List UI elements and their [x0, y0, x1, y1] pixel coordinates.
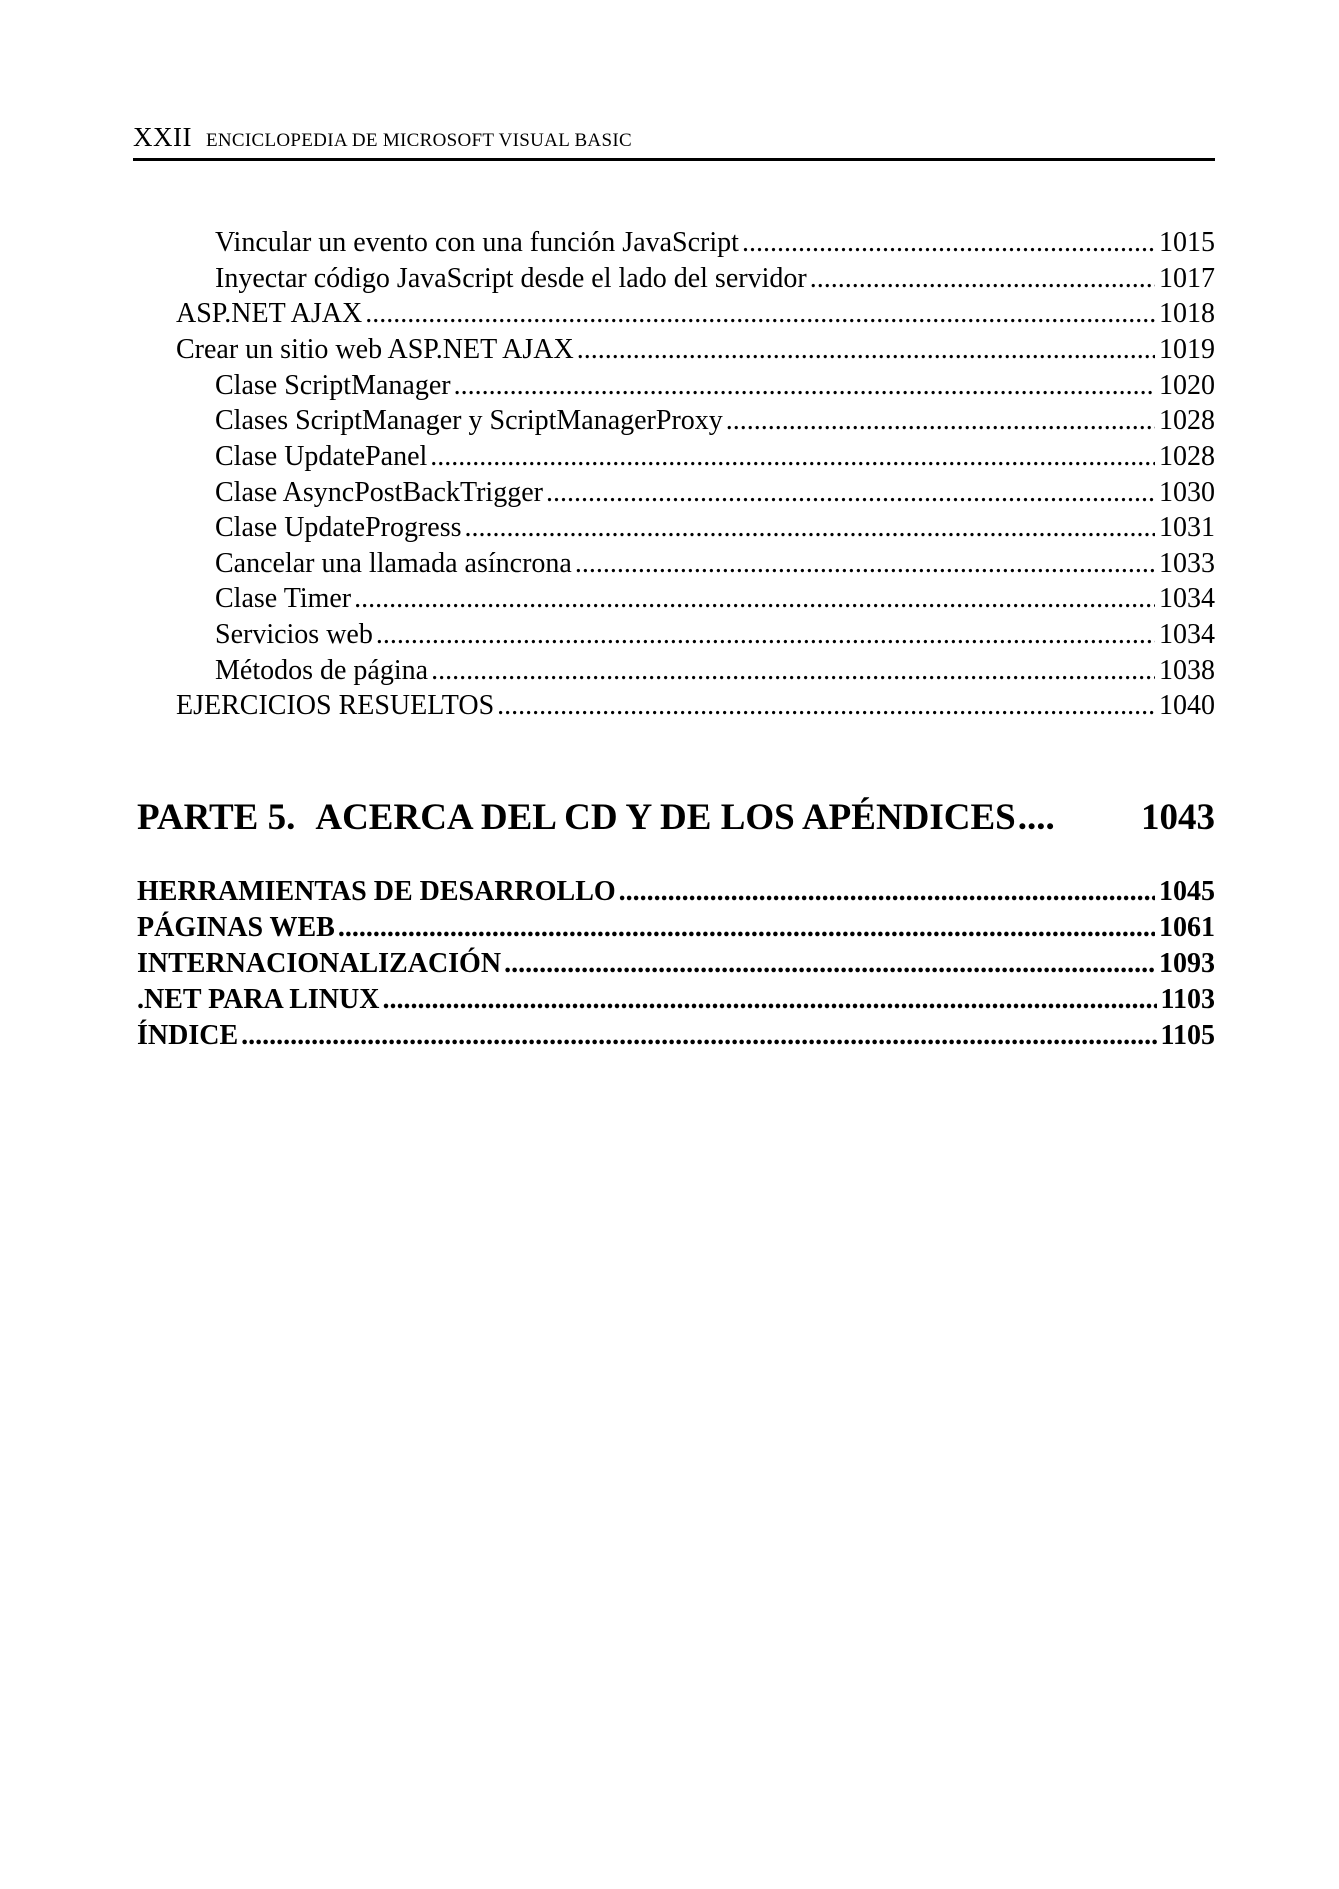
dot-leader: [619, 874, 1155, 910]
toc-entry-title: Vincular un evento con una función JavaScript: [215, 227, 739, 258]
dot-leader: [338, 910, 1155, 946]
toc-entry-page: 1038: [1159, 655, 1215, 686]
toc-entry: [176, 296, 1215, 332]
toc-entry: [215, 546, 1215, 582]
appendix-entry: [137, 874, 1215, 910]
toc-entry-page: 1034: [1159, 583, 1215, 614]
toc-entry-page: 1020: [1159, 370, 1215, 401]
toc-entry-page: 1034: [1159, 619, 1215, 650]
dot-leader: [376, 617, 1155, 653]
toc-entry-title: Métodos de página: [215, 655, 429, 686]
dot-leader: [577, 332, 1155, 368]
toc-entry: [215, 368, 1215, 404]
toc-entry: [215, 653, 1215, 689]
appendix-page: 1093: [1159, 948, 1215, 979]
toc-entry-page: 1030: [1159, 477, 1215, 508]
toc-entry: [176, 332, 1215, 368]
toc-entry: [215, 403, 1215, 439]
appendix-page: 1061: [1159, 912, 1215, 943]
dot-leader: [241, 1018, 1156, 1054]
toc-entry-title: Clase UpdateProgress: [215, 512, 462, 543]
toc-entry-title: EJERCICIOS RESUELTOS: [176, 690, 495, 721]
appendix-title: HERRAMIENTAS DE DESARROLLO: [137, 876, 616, 907]
appendix-title: .NET PARA LINUX: [137, 984, 380, 1015]
page-number: XXII: [133, 122, 192, 152]
appendix-entry: [137, 1018, 1215, 1054]
toc-entry-page: 1031: [1159, 512, 1215, 543]
toc-entry: [176, 688, 1215, 724]
toc-entry-title: ASP.NET AJAX: [176, 298, 363, 329]
toc-entry-title: Clase ScriptManager: [215, 370, 451, 401]
dot-leader: [465, 510, 1155, 546]
toc-entry-title: Cancelar una llamada asíncrona: [215, 548, 572, 579]
toc-entry-page: 1015: [1159, 227, 1215, 258]
toc-entry-title: Clase UpdatePanel: [215, 441, 428, 472]
dot-leader: [497, 688, 1155, 724]
toc-entry-title: Inyectar código JavaScript desde el lado del servidor: [215, 263, 807, 294]
dot-leader: [454, 368, 1155, 404]
dot-leader: [742, 225, 1155, 261]
appendix-title: ÍNDICE: [137, 1020, 239, 1051]
toc-entry: [215, 617, 1215, 653]
appendix-entry: [137, 982, 1215, 1018]
part-title: ACERCA DEL CD Y DE LOS APÉNDICES: [315, 797, 1016, 838]
toc-entry-page: 1017: [1159, 263, 1215, 294]
dot-leader: [431, 653, 1155, 689]
toc-entry-page: 1033: [1159, 548, 1215, 579]
toc-entry-title: Clase AsyncPostBackTrigger: [215, 477, 543, 508]
toc-entry-page: 1028: [1159, 441, 1215, 472]
appendix-entry: [137, 910, 1215, 946]
dot-leader: [546, 475, 1155, 511]
part-page: 1043: [1141, 797, 1215, 838]
part-heading: [137, 793, 1215, 843]
dot-leader: [430, 439, 1155, 475]
book-title: ENCICLOPEDIA DE MICROSOFT VISUAL BASIC: [205, 130, 632, 151]
appendix-page: 1045: [1159, 876, 1215, 907]
toc-entry: [215, 261, 1215, 297]
dot-leader: [810, 261, 1155, 297]
appendix-page: 1105: [1160, 1020, 1215, 1051]
dot-leader: [365, 296, 1155, 332]
dot-leader: [354, 581, 1155, 617]
toc-entry: [215, 581, 1215, 617]
part-label: PARTE 5.: [137, 797, 296, 838]
dot-leader: [726, 403, 1155, 439]
toc-entry-title: Clases ScriptManager y ScriptManagerProxy: [215, 405, 723, 436]
running-header: [133, 122, 1215, 161]
appendix-title: INTERNACIONALIZACIÓN: [137, 948, 502, 979]
dot-leader: [575, 546, 1155, 582]
dot-leader: [504, 946, 1155, 982]
appendix-entry: [137, 946, 1215, 982]
appendix-title: PÁGINAS WEB: [137, 912, 335, 943]
dot-leader: [1018, 793, 1133, 843]
toc-entry-title: Servicios web: [215, 619, 373, 650]
toc-entry: [215, 510, 1215, 546]
toc-entry-page: 1040: [1159, 690, 1215, 721]
toc-entry: [215, 439, 1215, 475]
toc-entry-page: 1019: [1159, 334, 1215, 365]
toc-entry-title: Clase Timer: [215, 583, 352, 614]
dot-leader: [382, 982, 1156, 1018]
toc-entry-title: Crear un sitio web ASP.NET AJAX: [176, 334, 574, 365]
toc-entry: [215, 475, 1215, 511]
toc-entry: [215, 225, 1215, 261]
appendix-page: 1103: [1160, 984, 1215, 1015]
toc-entry-page: 1018: [1159, 298, 1215, 329]
toc-entry-page: 1028: [1159, 405, 1215, 436]
